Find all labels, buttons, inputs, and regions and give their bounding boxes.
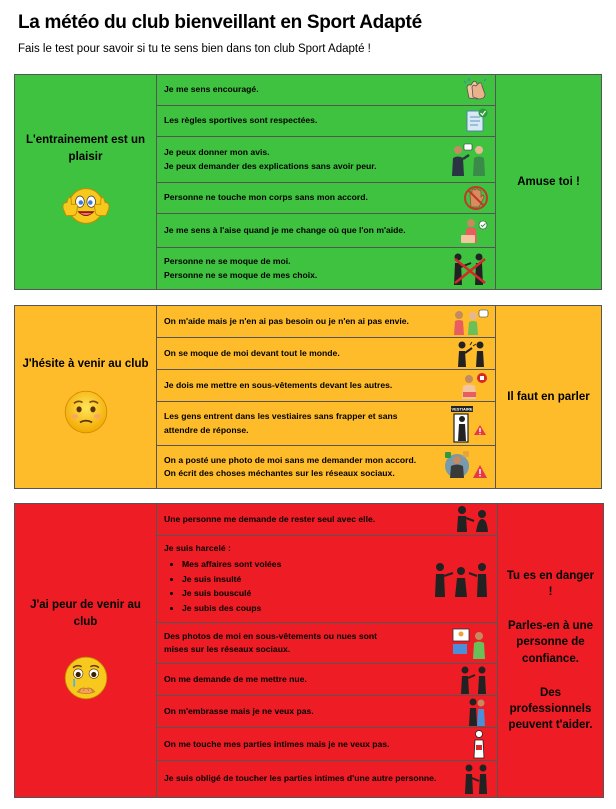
row-text: Des photos de moi en sous-vêtements ou nues sont [164, 630, 377, 641]
row-text: On me demande de me mettre nue. [164, 674, 307, 685]
page-title: La météo du club bienveillant en Sport Adapté [18, 12, 422, 33]
section-left-panel [15, 504, 157, 797]
row-text: Je suis obligé de toucher les parties intimes d'une autre personne. [164, 773, 437, 784]
locker-room-door-icon [449, 405, 489, 443]
list-item [157, 75, 495, 106]
section-left-label: L'entrainement est un plaisir [25, 134, 146, 163]
row-text: Personne ne touche mon corps sans mon accord. [164, 192, 368, 203]
list-item [157, 248, 495, 289]
row-text: Je me sens à l'aise quand je me change où que l'on m'aide. [164, 224, 406, 235]
section-right-panel [497, 504, 603, 797]
list-item [157, 370, 495, 402]
undress-request-icon [455, 665, 491, 695]
happy-thumbs-up-emoji-icon [51, 180, 121, 232]
talk-to-someone-label: Parles-en à une personne de confiance. [507, 620, 593, 665]
unwanted-kiss-icon [463, 697, 491, 727]
forced-touch-icon [461, 763, 491, 795]
stop-hand-icon [463, 185, 489, 211]
list-item [157, 402, 495, 446]
section-right-panel [495, 306, 601, 488]
list-item [157, 504, 497, 536]
row-text: Une personne me demande de rester seul avec elle. [164, 513, 376, 524]
section-left-label: J'hésite à venir au club [22, 357, 149, 370]
no-mockery-icon [449, 251, 489, 287]
page-subtitle: Fais le test pour savoir si tu te sens bien dans ton club Sport Adapté ! [18, 43, 371, 55]
section-rows [157, 306, 495, 488]
row-text: Je dois me mettre en sous-vêtements devant les autres. [164, 379, 393, 390]
rules-checklist-icon [463, 108, 489, 134]
row-text: Je peux demander des explications sans avoir peur. [164, 160, 377, 171]
section-right-label: Amuse toi ! [517, 175, 580, 188]
list-bullet: • Je suis bousculé [182, 586, 427, 601]
list-item [157, 338, 495, 370]
row-text: Je me sens encouragé. [164, 84, 259, 95]
section-right-panel [495, 75, 601, 289]
row-text: Personne ne se moque de moi. [164, 256, 291, 267]
unwanted-touch-icon [467, 729, 491, 759]
conversation-icon [449, 142, 489, 178]
row-text: attendre de réponse. [164, 424, 249, 435]
scared-face-emoji-icon [60, 652, 112, 704]
section-rows [157, 504, 497, 797]
list-bullet: • Je subis des coups [182, 601, 427, 616]
row-text: On m'embrasse mais je ne veux pas. [164, 706, 314, 717]
list-item [157, 446, 495, 488]
section-left-panel [15, 75, 157, 289]
harassment-icon [431, 559, 491, 599]
list-item [157, 761, 497, 797]
list-item [157, 183, 495, 214]
list-item [157, 106, 495, 137]
section-fear [14, 503, 604, 798]
list-item [157, 306, 495, 338]
list-item [157, 728, 497, 761]
list-bullet: • Mes affaires sont volées [182, 557, 427, 572]
danger-label: Tu es en danger ! [506, 570, 595, 599]
list-item [157, 214, 495, 248]
section-right-label: Il faut en parler [507, 390, 590, 403]
list-item [157, 536, 497, 623]
row-text: Personne ne se moque de mes choix. [164, 269, 318, 280]
underwear-icon [455, 372, 489, 400]
list-item [157, 664, 497, 696]
section-hesitation [14, 305, 602, 489]
list-item [157, 696, 497, 728]
public-mockery-icon [453, 340, 489, 368]
row-text: On m'aide mais je n'en ai pas besoin ou je n'en ai pas envie. [164, 315, 409, 326]
isolation-icon [451, 505, 491, 533]
list-item [157, 137, 495, 183]
unwanted-help-icon [449, 308, 489, 336]
social-media-warning-icon [443, 450, 489, 484]
row-text: On a posté une photo de moi sans me demander mon accord. [164, 454, 417, 465]
intimate-photo-icon [451, 626, 491, 660]
row-text: Je peux donner mon avis. [164, 147, 270, 158]
section-left-label: J'ai peur de venir au club [30, 598, 141, 628]
row-text: Les règles sportives sont respectées. [164, 115, 318, 126]
harassment-list [182, 557, 427, 615]
changing-clothes-icon [459, 217, 489, 245]
section-left-panel [15, 306, 157, 488]
list-bullet: • Je suis insulté [182, 572, 427, 587]
clapping-hands-icon [463, 78, 489, 102]
worried-face-emoji-icon [60, 386, 112, 438]
professionals-label: Des professionnels peuvent t'aider. [508, 686, 593, 731]
row-text: On me touche mes parties intimes mais je ne veux pas. [164, 738, 390, 749]
door-sign-text: VESTIAIRE [451, 406, 473, 411]
list-item [157, 623, 497, 665]
row-text: Les gens entrent dans les vestiaires sans frapper et sans [164, 411, 398, 422]
row-text: On se moque de moi devant tout le monde. [164, 347, 340, 358]
row-text: mises sur les réseaux sociaux. [164, 644, 291, 655]
row-text: On écrit des choses méchantes sur les réseaux sociaux. [164, 468, 395, 478]
row-text: Je suis harcelé : [164, 542, 231, 553]
section-rows [157, 75, 495, 289]
section-pleasure [14, 74, 602, 290]
